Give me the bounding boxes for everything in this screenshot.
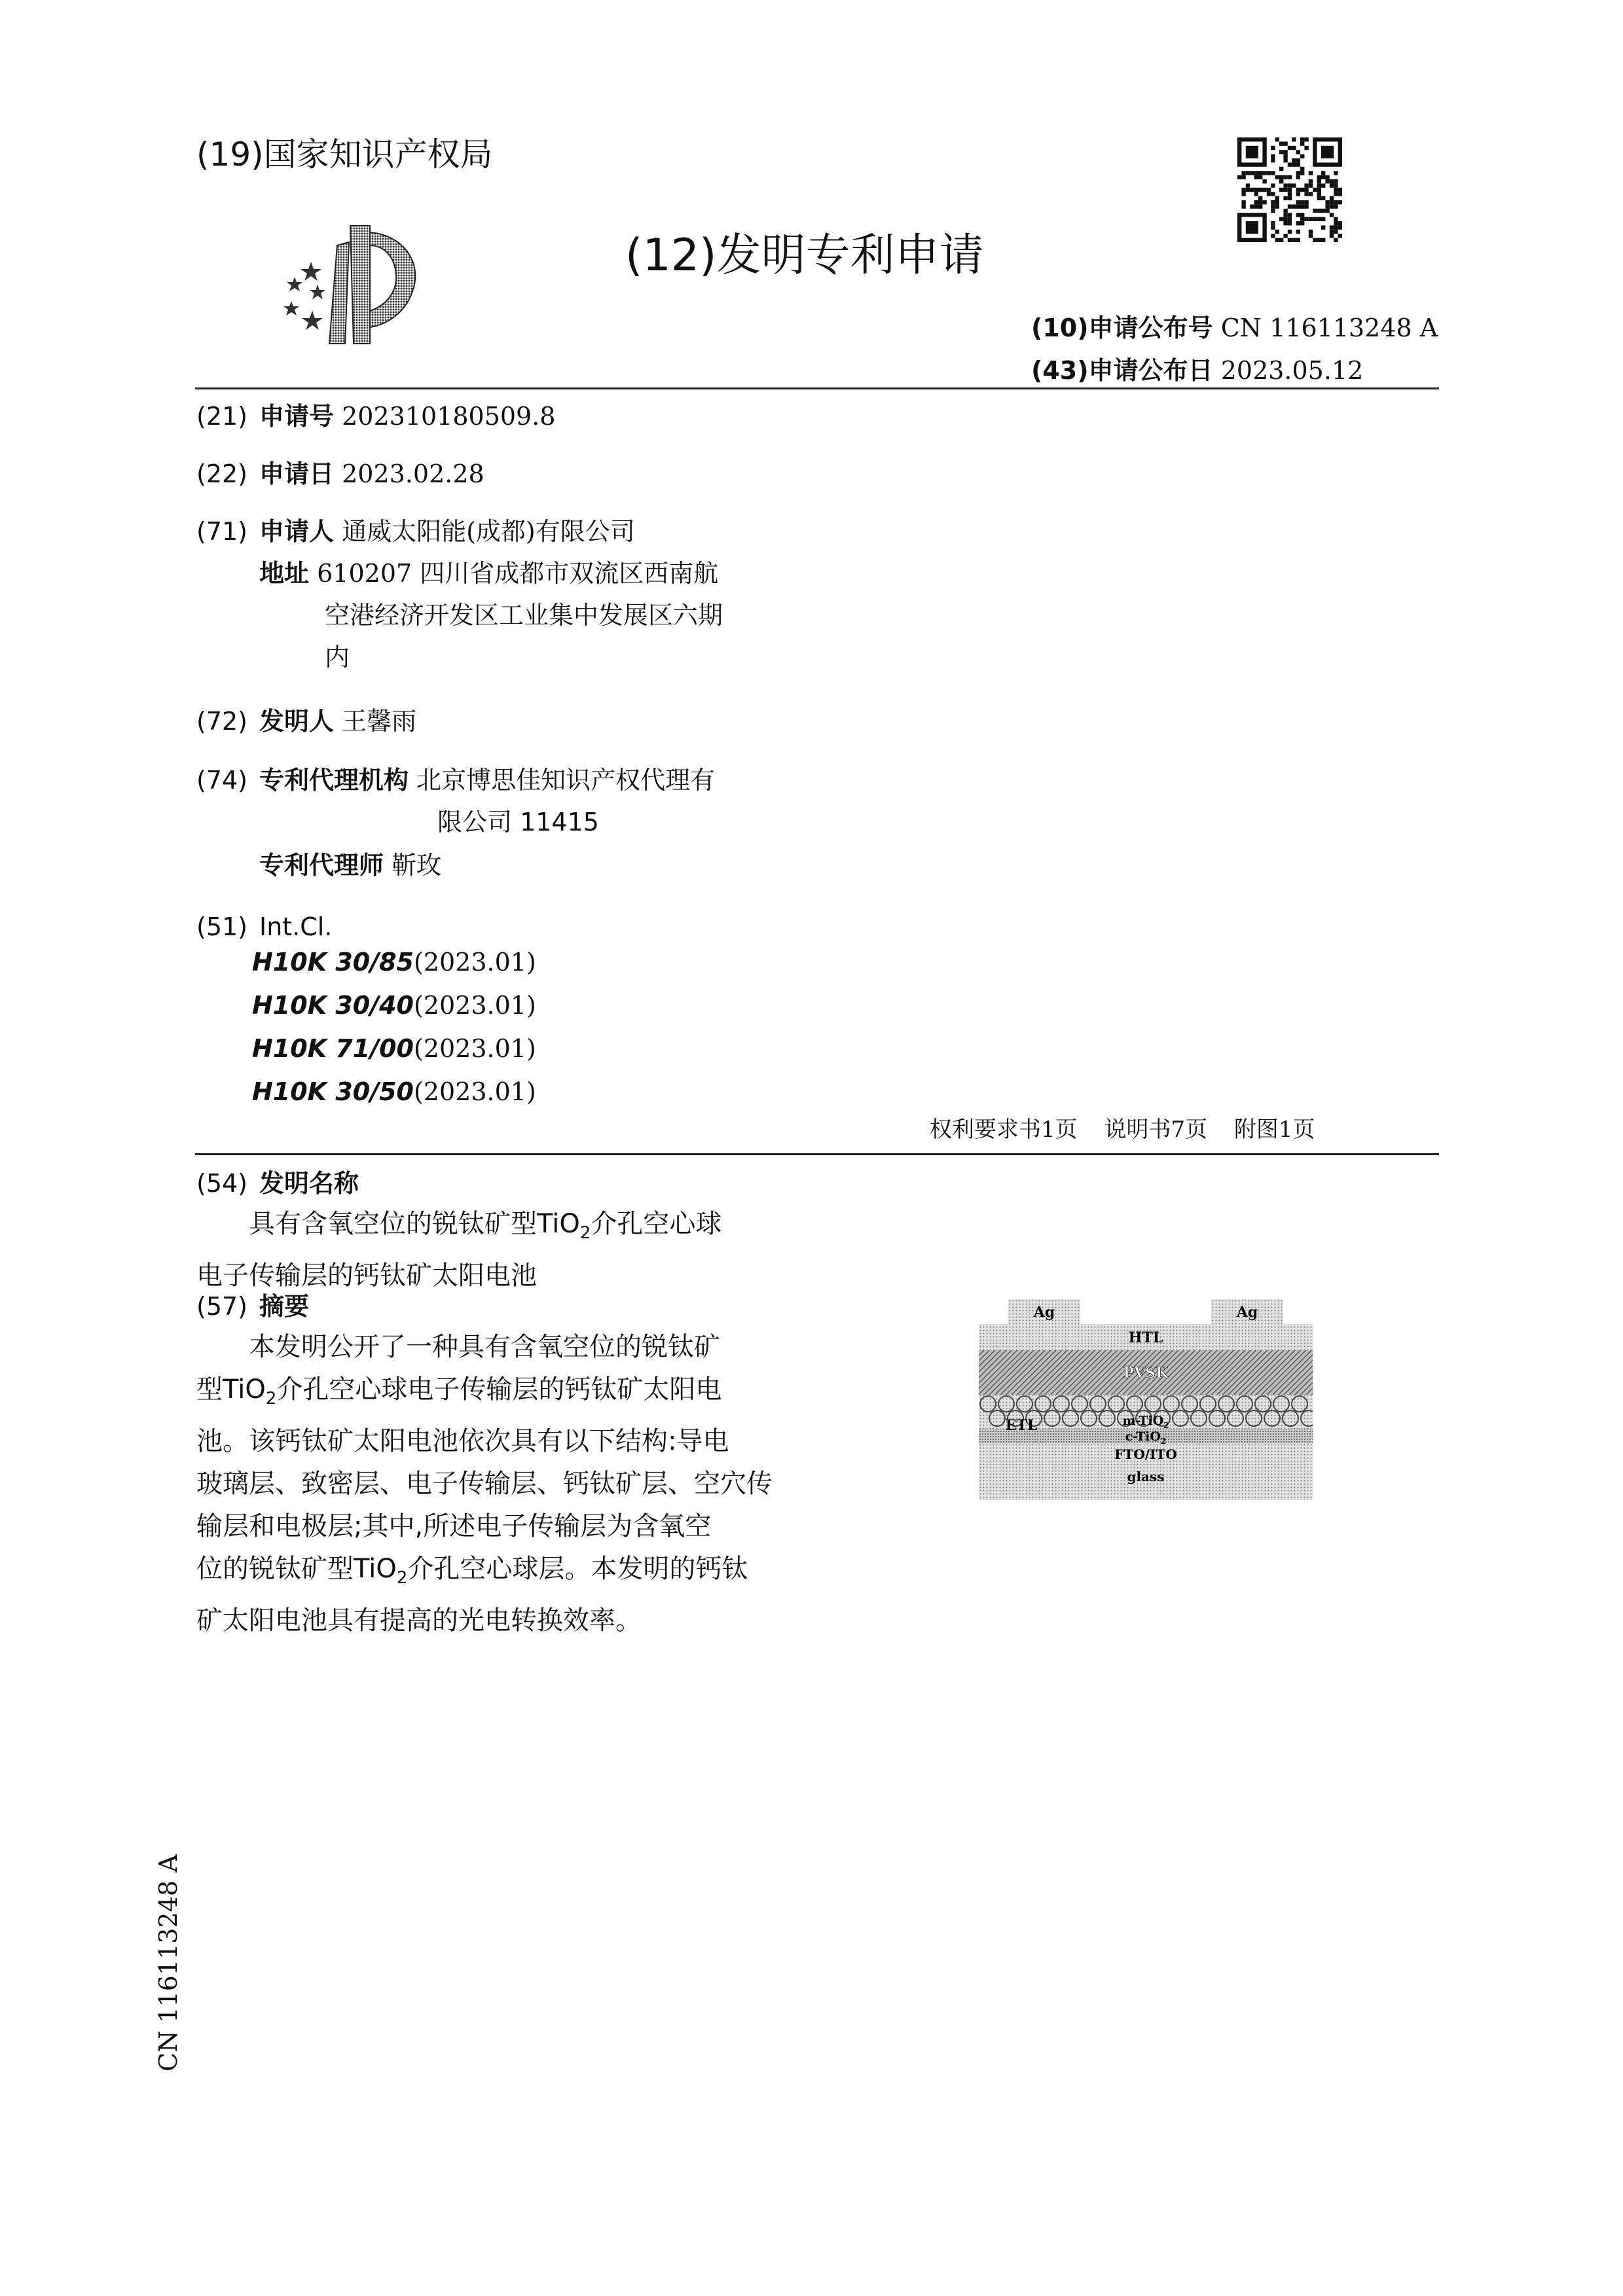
- publication-date-line: [1031, 350, 1363, 386]
- ag-label-right: Ag: [1236, 1304, 1258, 1321]
- cnipa-logo: [272, 219, 429, 347]
- ctio2-label: c-TiO$_2$: [1125, 1429, 1167, 1446]
- device-structure-diagram: [979, 1299, 1313, 1535]
- application-number: (21) 申请号 202310180509.8: [196, 402, 556, 431]
- publication-date: 2023.05.12: [1220, 356, 1364, 385]
- publication-number: CN 116113248 A: [1220, 314, 1438, 342]
- htl-label: HTL: [1128, 1329, 1163, 1346]
- address-line-3: 内: [325, 643, 350, 672]
- ag-label-left: Ag: [1033, 1304, 1055, 1321]
- patent-agency: (74) 专利代理机构 北京博思佳知识产权代理有: [196, 766, 716, 795]
- publication-date-label: (43)申请公布日: [1031, 356, 1213, 385]
- ipc-class-1: H10K 30/85(2023.01): [252, 948, 536, 977]
- abstract-text: 本发明公开了一种具有含氧空位的锐钛矿 型TiO$_2$介孔空心球电子传输层的钙钛矿太阳电 池。该钙钛矿太阳电池依次具有以下结构:导电 玻璃层、致密层、电子传输层、钙钛矿层、空穴传 输层和电极层;其中,所述电子传输层为含氧空 位的锐钛矿型TiO$_2$介孔空心球层。本发明的钙钛 矿太阳电池具有提高的光电转换效率。: [196, 1332, 773, 1636]
- int-cl: (51) Int.Cl.: [196, 912, 333, 941]
- abstract-heading: (57) 摘要: [196, 1292, 310, 1321]
- pvsk-label: PVSK: [1123, 1365, 1169, 1382]
- etl-label: ETL: [1005, 1417, 1038, 1434]
- publication-number-label: (10)申请公布号: [1031, 314, 1213, 342]
- ipc-class-3: H10K 71/00(2023.01): [252, 1034, 536, 1063]
- page-counts: 权利要求书1页 说明书7页 附图1页: [930, 1117, 1315, 1143]
- ipc-class-4: H10K 30/50(2023.01): [252, 1077, 536, 1106]
- applicant: (71) 申请人 通威太阳能(成都)有限公司: [196, 517, 635, 546]
- qr-code: [1237, 137, 1342, 242]
- section-rule: [195, 1153, 1439, 1155]
- title-heading: (54) 发明名称: [196, 1169, 359, 1198]
- office-name: (19)国家知识产权局: [196, 135, 493, 173]
- address-line-2: 空港经济开发区工业集中发展区六期: [325, 601, 723, 630]
- ipc-class-2: H10K 30/40(2023.01): [252, 991, 536, 1020]
- patent-agent: 专利代理师 靳玫: [259, 851, 442, 880]
- address: 地址 610207 四川省成都市双流区西南航: [259, 559, 719, 588]
- fto-label: FTO/ITO: [1114, 1446, 1177, 1462]
- side-publication-number: CN 116113248 A: [154, 1854, 183, 2072]
- invention-title: 具有含氧空位的锐钛矿型TiO$_2$介孔空心球 电子传输层的钙钛矿太阳电池: [196, 1209, 722, 1291]
- header-rule: [195, 387, 1439, 389]
- publication-number-line: [1031, 308, 1438, 344]
- document-type: (12)发明专利申请: [625, 230, 984, 281]
- mtio2-label: m-TiO$_2$: [1122, 1414, 1169, 1430]
- application-date: (22) 申请日 2023.02.28: [196, 459, 484, 488]
- inventor: (72) 发明人 王馨雨: [196, 707, 417, 736]
- patent-agency-line-2: 限公司 11415: [437, 808, 599, 836]
- glass-label: glass: [1127, 1469, 1165, 1484]
